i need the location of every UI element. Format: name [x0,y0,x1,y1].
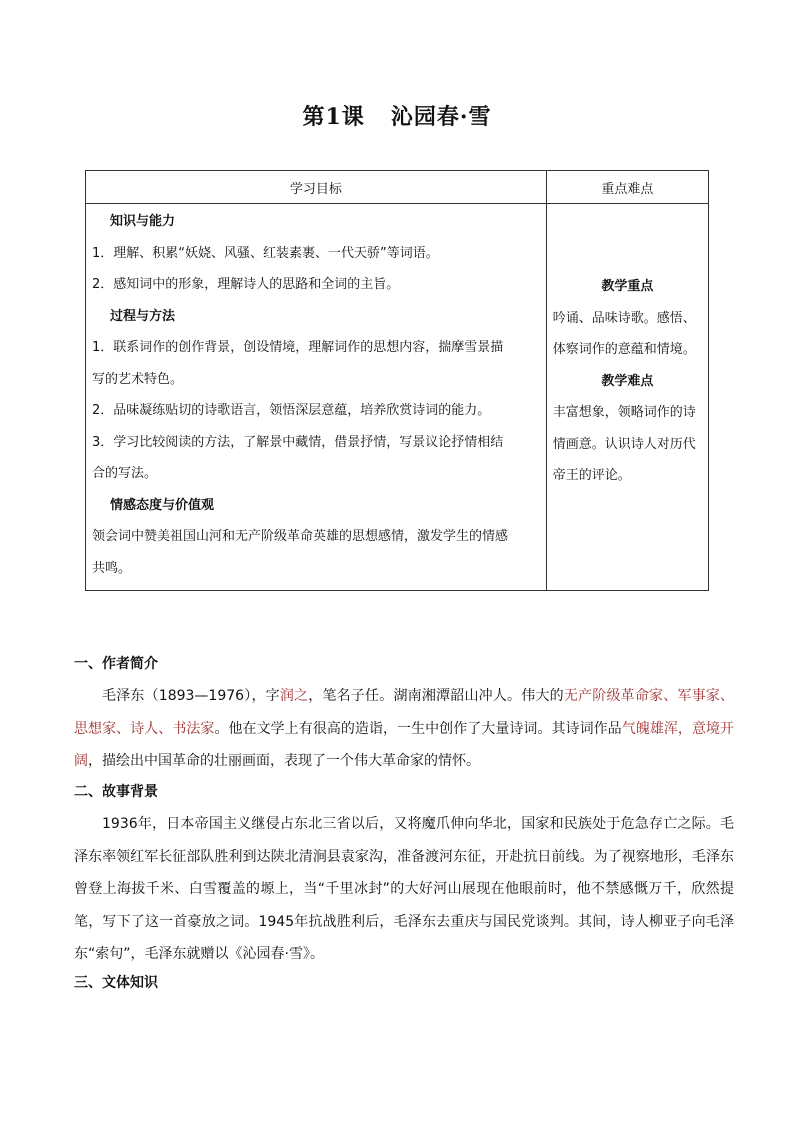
highlight: 润之 [279,688,309,704]
goal-item-cont: 共鸣。 [92,560,132,576]
genre-heading: 三、文体知识 [74,975,158,991]
background-section [74,776,734,971]
highlight: 书法家 [172,720,215,737]
author-paragraph: 毛泽东（1893—1976），字润之，笔名子任。湖南湘潭韶山冲人。伟大的无产阶级革命家、军事家、思想家、诗人、书法家。他在文学上有很高的造诣，一生中创作了大量诗词。其诗词作品气魄雄浑，意境开阔，描绘出中国革命的壮丽画面，表现了一个伟大革命家的情怀。 [74,688,735,769]
background-heading: 二、故事背景 [74,784,158,800]
difficulty-text: 丰富想象，领略词作的诗情画意。认识诗人对历代帝王的评论。 [552,405,696,483]
goals-cell [86,204,547,591]
goal-item: 3．学习比较阅读的方法，了解景中藏情，借景抒情，写景议论抒情相结 [92,434,504,450]
process-heading: 过程与方法 [110,308,176,324]
genre-section [74,967,734,999]
table-header-row [86,171,709,204]
header-key-points: 重点难点 [546,171,708,204]
goal-item: 1．联系词作的创作背景，创设情境，理解词作的思想内容，揣摩雪景描 [92,340,504,355]
goal-item-cont: 合的写法。 [92,466,158,481]
author-heading: 一、作者简介 [74,656,158,672]
key-points-cell [546,204,708,591]
goal-item: 领会词中赞美祖国山河和无产阶级革命英雄的思想感情，激发学生的情感 [92,529,509,544]
goals-table [85,170,709,591]
knowledge-heading: 知识与能力 [110,214,176,229]
author-section [74,648,734,778]
table-body-row [86,204,709,591]
focus-heading: 教学重点 [601,279,654,294]
header-goals: 学习目标 [86,171,547,204]
difficulty-heading: 教学难点 [601,373,654,389]
goal-item: 1．理解、积累“妖娆、风骚、红装素裹、一代天骄”等词语。 [92,245,439,261]
lesson-number: 第1课 [302,104,365,130]
focus-text: 吟诵、品味诗歌。感悟、体察词作的意蕴和情境。 [552,310,696,357]
highlight: 军事家 [677,688,721,704]
highlight: 无产阶级革命家 [563,688,664,704]
highlight: 思想家 [74,720,117,737]
goal-item: 2．品味凝练贴切的诗歌语言，领悟深层意蕴，培养欣赏诗词的能力。 [92,403,491,418]
page-title [0,100,794,131]
background-paragraph: 1936年，日本帝国主义继侵占东北三省以后，又将魔爪伸向华北，国家和民族处于危急存亡之际。毛泽东率领红军长征部队胜利到达陕北清涧县袁家沟，准备渡河东征，开赴抗日前线。为了视察地形，毛泽东曾登上海拔千米、白雪覆盖的塬上，当“千里冰封”的大好河山展现在他眼前时，他不禁感慨万千，欣然提笔，写下了这一首豪放之词。1945年抗战胜利后，毛泽东去重庆与国民党谈判。其间，诗人柳亚子向毛泽东“索句”，毛泽东就赠以《沁园春·雪》。 [74,816,734,962]
highlight: 气魄雄浑，意境开阔 [74,720,735,769]
goal-item: 2．感知词中的形象，理解诗人的思路和全词的主旨。 [92,277,400,292]
highlight: 诗人 [130,720,159,737]
emotion-heading: 情感态度与价值观 [110,497,215,513]
lesson-name: 沁园春·雪 [390,104,492,130]
goal-item-cont: 写的艺术特色。 [92,371,184,387]
